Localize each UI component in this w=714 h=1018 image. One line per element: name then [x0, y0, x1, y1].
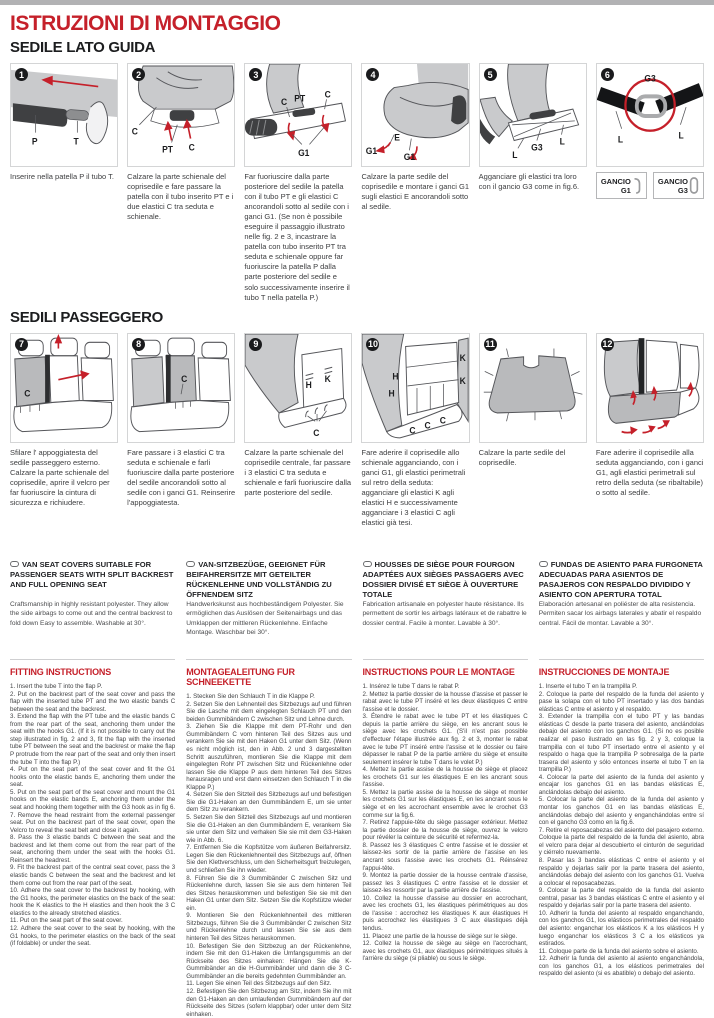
step-8-caption: Fare passare i 3 elastici C tra seduta e schienale e farli fuoriuscire dalla parte posteriore del sedile ancorandoli sotto al sedile con i ganci G1. Reinserire l'appoggiatesta.	[127, 447, 236, 507]
step-4	[361, 63, 469, 212]
step-1	[10, 63, 118, 182]
column-de-header	[186, 560, 351, 600]
instruction-item: 2. Mettez la partie dossier de la housse d'assise et passer le rabat avec le tube PT inséré et les deux élastiques C entre l'assise et le dossier.	[362, 690, 528, 713]
step-number-badge: 5	[484, 68, 497, 81]
instruction-item: 5. Setzen Sie den Sitzteil des Sitzbezugs auf und montieren Sie die G1-Haken an den Gummibändern E, verankern Sie sie unter dem Sitz und verhaken Sie sie mit dem G3-Haken wie in Abb. 6.	[186, 814, 352, 844]
part-label: H	[305, 379, 313, 390]
part-label: L	[617, 134, 623, 145]
language-columns	[10, 560, 704, 1018]
instruction-item: 11. Placez une partie de la housse de siège sur le siège.	[362, 932, 518, 940]
step-number-badge: 8	[132, 338, 145, 351]
step-12	[596, 333, 704, 498]
instruction-item: 9. Montieren Sie den Rückenlehnenteil des mittleren Sitzbezugs, führen Sie die 3 Gummibänder C zwischen Sitz und Rückenlehne durch und lassen Sie sie aus dem hinteren Teil des Sitzes herauskommen.	[186, 912, 352, 943]
column-fr-header-text: HOUSSES DE SIÈGE POUR FOURGON ADAPTÉES AUX SIÈGES PASSAGERS AVEC DOSSIER DIVISÉ ET SIÈGE À OUVERTURE TOTALE	[362, 559, 524, 600]
part-label: E	[394, 132, 401, 143]
step-number-badge: 7	[15, 338, 28, 351]
part-label: C	[281, 97, 288, 108]
instruction-item: 2. Put on the backrest part of the seat cover and pass the flap with the inserted tube PT and the two elastic bands C between the seat and the backrest.	[10, 690, 176, 713]
column-de-header-text: VAN-SITZBEZÜGE, GEEIGNET FÜR BEIFAHRERSITZE MIT GETEILTER RÜCKENLEHNE UND VOLLSTÄNDIG ZU ÖFFNENDEM SITZ	[186, 559, 332, 600]
instruction-item: 12. Adhere the seat cover to the seat by hooking, with the G1 hooks, to the perimeter elastics on the back of the seat (if foldable) or under the seat.	[10, 924, 176, 948]
part-label: C	[313, 427, 320, 438]
instruction-item: 7. Entfernen Sie die Kopfstütze vom äußeren Beifahrersitz. Legen Sie den Rückenlehnenteil des Sitzbezugs auf, öffnen Sie den Klettverschluss, um den Sicherheitsgurt freizulegen, und schließen Sie ihn wieder.	[186, 844, 352, 874]
instruction-item: 1. Inserte el tubo T en la trampilla P.	[538, 683, 638, 691]
instruction-item: 8. Führen Sie die 3 Gummibänder C zwischen Sitz und Rückenlehne durch, lassen Sie sie aus dem hinteren Teil des Sitzes herauskommen und befestigen Sie sie mit den Haken G1 unter dem Sitz. Setzen Sie die Kopfstütze wieder ein.	[186, 874, 352, 912]
step-2-figure	[127, 63, 235, 167]
step-8	[127, 333, 235, 508]
step-7	[10, 333, 118, 508]
instruction-item: 9. Fit the backrest part of the central seat cover, pass the 3 elastic bands C between the seat and the backrest and let them come out from the rear part of the seat.	[10, 864, 176, 887]
step-12-figure	[596, 333, 704, 443]
step-5-figure	[479, 63, 587, 167]
column-es-header	[539, 560, 704, 600]
instruction-item: 5. Colocar la parte del asiento de la funda del asiento y montar los ganchos G1 en las bandas elásticas E, anclándolas debajo del asiento y enganchándolas entre sí con el gancho G3 como en la fig.6.	[538, 796, 704, 827]
hook-legend-g3	[653, 172, 704, 199]
step-number-badge: 12	[602, 339, 613, 350]
column-de-heading: MONTAGEALEITUNG FUR SCHNEEKETTE	[186, 667, 295, 688]
hook-g3-code: G3	[677, 185, 688, 195]
instruction-item: 7. Retirez l'appuie-tête du siège passager extérieur. Mettez la partie dossier de la housse de siège, ouvrez le velcro pour révéler la ceinture de sécurité et refermez-la.	[362, 819, 528, 842]
part-label: C	[181, 373, 188, 384]
column-en	[10, 560, 175, 1018]
part-label: H	[392, 370, 399, 382]
column-fr-intro: Fabrication artisanale en polyester haute résistance. Ils permettent de sortir les airbags latéraux et de rabattre le dossier central. Facile à monter. Lavable à 30°.	[362, 601, 527, 627]
instruction-item: 11. Put on the seat part of the seat cover.	[10, 917, 123, 925]
part-label: C	[409, 424, 417, 436]
hook-g1-label: GANCIO	[600, 176, 631, 186]
step-3-illustration	[245, 64, 351, 166]
part-label: T	[73, 136, 79, 147]
step-3	[244, 63, 352, 303]
g3-hook-icon	[689, 176, 699, 195]
instruction-item: 5. Mettez la partie assise de la housse de siège et monter les crochets G1 sur les élastiques E, en les ancrant sous le siège et en les accrochant ensemble avec le crochet G3 comme sur la fig.6.	[362, 788, 528, 819]
step-9-illustration	[245, 334, 351, 442]
step-11	[479, 333, 587, 468]
language-badge-icon	[186, 561, 195, 567]
divider	[363, 659, 528, 660]
step-12-illustration	[597, 334, 703, 442]
divider	[186, 659, 351, 660]
instruction-item: 1. Insert the tube T into the flap P.	[10, 682, 103, 690]
instruction-item: 10. Collez la housse d'assise au dossier en accrochant, avec les crochets G1, les élastiques périmétriques au dos de l'assise : accrochez les élastiques K aux élastiques H puis accrochez les élastiques 3 C aux élastiques déjà tendus.	[362, 894, 528, 933]
part-label: C	[24, 387, 31, 399]
step-8-figure	[127, 333, 235, 443]
instruction-item: 10. Adherir la funda del asiento al respaldo enganchando, con los ganchos G1, los elásticos perimetrales del respaldo del asiento: enganchar los elásticos K a los elásticos H y luego enganchar los elásticos 3 C a los elásticos ya estirados.	[538, 909, 704, 948]
instruction-item: 3. Ziehen Sie die Klappe mit dem PT-Rohr und den Gummibändern C vom hinteren Teil des Sitzes aus und verankern Sie sie mit den Haken G1 unter dem Sitz. (Wenn es nicht möglich ist, den in Abb. 2 und 3 dargestellten Schritt auszuführen, montieren Sie die Klappe mit dem eingelegten Rohr PT zwischen Sitz und Rückenlehne oder lassen Sie die Klappe P aus dem hinteren Teil des Sitzes herausragen und erst dann einsetzen den Schlauch T in die Klappe P.)	[186, 723, 352, 791]
step-3-caption: Far fuoriuscire dalla parte posteriore del sedile la patella con il tubo PT e gli elastici C ancorandoli sotto al sedile con i ganci G1. (Se non è possibile eseguire il passaggio illustrato nelle fig. 2 e 3, incastrare la patella con tubo inserito PT tra seduta e schienale oppure far fuoriuscire la patella P dalla parte posteriore del sedile e solo successivamente inserire il tubo T nella patella P.)	[244, 172, 350, 302]
part-label: PT	[162, 144, 174, 155]
step-5	[479, 63, 587, 192]
instruction-item: 7. Retire el reposacabezas del asiento del pasajero externo. Coloque la parte del respaldo de la funda del asiento, abra el velcro para dejar al descubierto el cinturón de seguridad y ciérrelo nuevamente.	[538, 826, 704, 857]
instruction-item: 3. Extend the flap with the PT tube and the elastic bands C from the rear part of the seat, anchoring them under the seat with the hooks G1. (If it is not possible to carry out the step illustrated in fig. 2 and 3, fit the flap with the inserted tube PT between the seat and the backrest or make the flap P protrude from the rear part of the seat and only then insert the tube T into the flap P.)	[10, 713, 176, 766]
step-1-figure	[10, 63, 118, 167]
step-9-figure	[244, 333, 352, 443]
step-9	[244, 333, 352, 498]
step-5-illustration	[480, 64, 586, 166]
step-2-illustration	[128, 64, 234, 166]
step-number-badge: 10	[367, 339, 378, 350]
step-10-figure	[361, 333, 469, 443]
column-de	[186, 560, 351, 1018]
instruction-item: 2. Coloque la parte del respaldo de la funda del asiento y pase la solapa con el tubo PT insertado y las dos bandas elásticas C entre el asiento y el respaldo.	[538, 690, 704, 713]
divider	[539, 659, 704, 660]
step-9-caption: Calzare la parte schienale del coprisedile centrale, far passare i 3 elastici C tra seduta e schienale e farli fuoriuscire dalla parte posteriore del sedile.	[244, 447, 352, 497]
step-11-caption: Calzare la parte sedile del coprisedile.	[478, 447, 566, 467]
column-es-instructions	[539, 683, 704, 978]
column-en-header	[10, 560, 175, 600]
step-6-figure	[596, 63, 704, 167]
step-10-caption: Fare aderire il coprisedile allo schienale agganciando, con i ganci G1, gli elastici perimetrali sul retro della seduta: agganciare gli elastici K agli elastici H e successivamente agganciare i 3 elastici C agli elastici già tesi.	[361, 447, 466, 527]
column-de-instructions	[186, 693, 351, 1018]
column-fr-instructions	[363, 683, 528, 963]
part-label: K	[460, 352, 467, 363]
step-number-badge: 6	[601, 68, 614, 81]
step-6	[596, 63, 704, 199]
part-label: L	[559, 136, 565, 147]
step-4-figure	[361, 63, 469, 167]
step-number-badge: 3	[249, 68, 262, 81]
step-6-illustration	[597, 64, 703, 166]
page	[0, 12, 714, 1018]
column-es-intro: Elaboración artesanal en poliéster de alta resistencia. Permiten sacar los airbags laterales y abatir el respaldo central. Fácil de montar. Lavable a 30°.	[538, 601, 702, 627]
language-badge-icon	[10, 561, 19, 567]
instruction-item: 3. Étendre le rabat avec le tube PT et les élastiques C depuis la partie arrière du siège, en les ancrant sous le siège avec les crochets G1. (S'il n'est pas possible d'effectuer l'étape illustrée aux fig. 2 et 3, monter le rabat avec le tube PT inséré entre l'assise et le dossier ou faire dépasser le rabat P de la partie arrière du siège et ensuite seulement insérer le tube T dans le volet P.)	[362, 713, 528, 766]
instruction-item: 1. Stecken Sie den Schlauch T in die Klappe P.	[186, 693, 315, 701]
instruction-item: 9. Montez la partie dossier de la housse centrale d'assise, passez les 3 élastiques C entre l'assise et le dossier et laissez-les ressortir par la partie arrière de l'assise.	[362, 872, 528, 895]
part-label: G3	[530, 142, 543, 153]
column-es-header-text: FUNDAS DE ASIENTO PARA FURGONETA ADECUADAS PARA ASIENTOS DE PASAJEROS CON RESPALDO DIVIDIDO Y ASIENTO CON APERTURA TOTAL	[538, 559, 703, 600]
instruction-item: 2. Setzen Sie den Lehnenteil des Sitzbezugs auf und führen Sie die Lasche mit dem eingelegten Schlauch PT und den beiden Gummibändern C zwischen Sitz und Lehne durch.	[186, 700, 352, 723]
instruction-item: 10. Adhere the seat cover to the backrest by hooking, with the G1 hooks, the perimeter elastics on the back of the seat: hook the K elastics to the H elastics and then hook the 3 C elastics to the already stretched elastics.	[10, 887, 176, 917]
step-12-caption: Fare aderire il coprisedile alla seduta agganciando, con i ganci G1, agli elastici perimetrali sul retro della seduta (se ribaltabile) o sotto al sedile.	[595, 447, 704, 497]
part-label: K	[460, 375, 467, 386]
instruction-item: 12. Befestigen Sie den Sitzbezug am Sitz, indem Sie ihn mit den G1-Haken an den umlaufenden Gummibändern auf der Rückseite des Sitzes (sofern klappbar) oder unter dem Sitz einhaken.	[186, 987, 352, 1018]
driver-seat-steps	[10, 63, 704, 303]
instruction-item: 8. Pasar las 3 bandas elásticas C entre el asiento y el respaldo y dejarlas salir por la parte trasera del asiento, anclándolas debajo del asiento con los ganchos G1. Vuelva a colocar el reposacabezas.	[538, 856, 704, 887]
step-10-illustration	[362, 334, 468, 442]
part-label: L	[511, 150, 518, 161]
step-1-caption: Inserire nella patella P il tubo T.	[10, 172, 114, 181]
column-fr-header	[363, 560, 528, 600]
part-label: H	[389, 387, 396, 399]
step-5-caption: Agganciare gli elastici tra loro con il gancio G3 come in fig.6.	[478, 172, 580, 192]
part-label: G1	[404, 151, 416, 163]
instruction-item: 8. Pass the 3 elastic bands C between the seat and the backrest and let them come out from the rear part of the seat, anchoring them under the seat with the hooks G1. Reinsert the headrest.	[10, 834, 176, 864]
passenger-seat-steps	[10, 333, 704, 528]
hook-legend-g1	[596, 172, 647, 199]
hook-g3-label: GANCIO	[657, 176, 688, 186]
step-11-figure	[479, 333, 587, 443]
step-number-badge: 2	[132, 68, 145, 81]
column-en-instructions	[10, 683, 175, 948]
part-label: P	[31, 136, 38, 147]
part-label: C	[440, 414, 447, 426]
step-2	[127, 63, 235, 222]
language-badge-icon	[539, 561, 548, 567]
hook-legend	[596, 172, 704, 199]
step-7-caption: Sfilare l' appoggiatesta del sedile passeggero esterno. Calzare la parte schienale del coprisedile, aprire il velcro per far fuoriuscire la cintura di sicurezza e richiudere.	[10, 447, 110, 507]
hook-g1-code: G1	[620, 185, 631, 195]
section-heading-passenger: SEDILI PASSEGGERO	[10, 308, 163, 326]
step-3-figure	[244, 63, 352, 167]
column-de-intro: Handwerkskunst aus hochbeständigem Polyester. Sie ermöglichen das Auslösen der Seitenairbags und das Umklappen der mittleren Rückenlehne. Einfache Montage. Waschbar bei 30°.	[186, 601, 344, 637]
column-en-heading: FITTING INSTRUCTIONS	[10, 666, 111, 677]
instruction-item: 7. Remove the head restraint from the external passenger seat. Put on the backrest part of the seat cover, open the Velcro to reveal the seat belt and close it again.	[10, 811, 176, 834]
instruction-item: 12. Adherir la funda del asiento al asiento enganchándola, con los ganchos G1, a los elásticos perimetrales del respaldo del asiento (si es abatible) o debajo del asiento.	[538, 955, 704, 978]
part-label: K	[324, 373, 332, 384]
instruction-item: 9. Colocar la parte del respaldo de la funda del asiento central, pasar las 3 bandas elásticas C entre el asiento y el respaldo y dejarlas salir por la parte trasera del asiento.	[538, 887, 704, 910]
step-11-illustration	[480, 334, 586, 442]
step-10	[361, 333, 469, 528]
part-label: G3	[644, 73, 656, 84]
part-label: C	[188, 142, 195, 153]
column-fr	[363, 560, 528, 1018]
page-top-strip	[0, 0, 714, 5]
divider	[10, 659, 175, 660]
instruction-item: 4. Setzen Sie den Sitzteil des Sitzbezugs auf und befestigen Sie die G1-Haken an den Gummibändern E, um sie unter dem Sitz zu verankern.	[186, 791, 352, 814]
part-label: G1	[298, 148, 310, 159]
instruction-item: 12. Collez la housse de siège au siège en l'accrochant, avec les crochets G1, aux élastiques périmétriques situés à l'arrière du siège (si pliable) ou sous le siège.	[362, 940, 528, 963]
step-1-illustration	[11, 64, 117, 166]
column-en-intro: Craftsmanship in highly resistant polyester. They allow the side airbags to come out and the central backrest to fold down Easy to assemble. Washable at 30°.	[10, 600, 173, 627]
step-2-caption: Calzare la parte schienale del coprisedile e fare passare la patella con il tubo inserito PT e i due elastici C tra seduta e schienale.	[127, 172, 234, 222]
step-4-illustration	[362, 64, 468, 166]
step-number-badge: 9	[249, 338, 262, 351]
instruction-item: 3. Extender la trampilla con el tubo PT y las bandas elásticas C desde la parte trasera del asiento, anclándolas debajo del asiento con los ganchos G1. (Si no es posible realizar el paso ilustrado en las fig. 2 y 3, coloque la trampilla con el tubo PT insertado entre el asiento y el respaldo o haga que la trampilla P sobresalga de la parte trasera del asiento y sólo entonces inserte el tubo T en la trampilla P.)	[538, 713, 704, 774]
instruction-item: 5. Put on the seat part of the seat cover and mount the G1 hooks on the elastic bands E, anchoring them under the seat and hooking them together with the G3 hook as in fig 6.	[10, 788, 176, 811]
part-label: C	[425, 419, 432, 431]
instruction-item: 11. Legen Sie einen Teil des Sitzbezugs auf den Sitz.	[186, 980, 332, 988]
part-label: L	[678, 130, 684, 141]
column-en-header-text: VAN SEAT COVERS SUITABLE FOR PASSENGER SEATS WITH SPLIT BACKREST AND FULL OPENING SEAT	[10, 559, 174, 590]
column-es-heading: INSTRUCCIONES DE MONTAJE	[538, 667, 670, 678]
step-7-illustration	[11, 334, 117, 442]
part-label: C	[131, 126, 139, 137]
instruction-item: 4. Colocar la parte del asiento de la funda del asiento y encajar los ganchos G1 en las bandas elásticas E, anclándolas debajo del asiento.	[538, 773, 704, 796]
language-badge-icon	[363, 561, 372, 567]
g1-hook-icon	[632, 176, 642, 195]
column-fr-heading: INSTRUCTIONS POUR LE MONTAGE	[362, 667, 515, 678]
step-4-caption: Calzare la parte sedile del coprisedile e montare i ganci G1 sugli elastici E ancorandoli sotto al sedile.	[361, 172, 470, 212]
part-label: PT	[294, 93, 306, 104]
step-number-badge: 4	[366, 68, 379, 81]
instruction-item: 4. Mettez la partie assise de la housse de siège et placez les crochets G1 sur les élastiques E en les ancrant sous l'assise.	[362, 766, 528, 789]
step-number-badge: 11	[485, 339, 495, 350]
instruction-item: 1. Insérez le tube T dans le rabat P.	[362, 683, 460, 691]
part-label: G1	[366, 146, 378, 157]
step-7-figure	[10, 333, 118, 443]
instruction-item: 11. Coloque parte de la funda del asiento sobre el asiento.	[538, 947, 699, 955]
step-8-illustration	[128, 334, 234, 442]
instruction-item: 8. Passez les 3 élastiques C entre l'assise et le dossier et laissez-les sortir de la partie arrière de l'assise en les ancrant sous l'assise avec les crochets G1. Réinsérez l'appui-tête.	[362, 841, 528, 872]
section-heading-driver: SEDILE LATO GUIDA	[10, 39, 156, 56]
step-number-badge: 1	[15, 68, 28, 81]
page-title: ISTRUZIONI DI MONTAGGIO	[10, 12, 281, 35]
column-es	[539, 560, 704, 1018]
instruction-item: 10. Befestigen Sie den Sitzbezug an der Rückenlehne, indem Sie mit den G1-Haken die Umfangsgummis an der Rückseite des Sitzes einhaken: Hängen Sie die K-Gummibänder an die H-Gummibänder und dann die 3 C-Gummibänder an die bereits gedehnten Gummibänder an.	[186, 942, 352, 980]
instruction-item: 4. Put on the seat part of the seat cover and fit the G1 hooks onto the elastic bands E, anchoring them under the seat.	[10, 766, 176, 789]
part-label: C	[324, 89, 332, 100]
